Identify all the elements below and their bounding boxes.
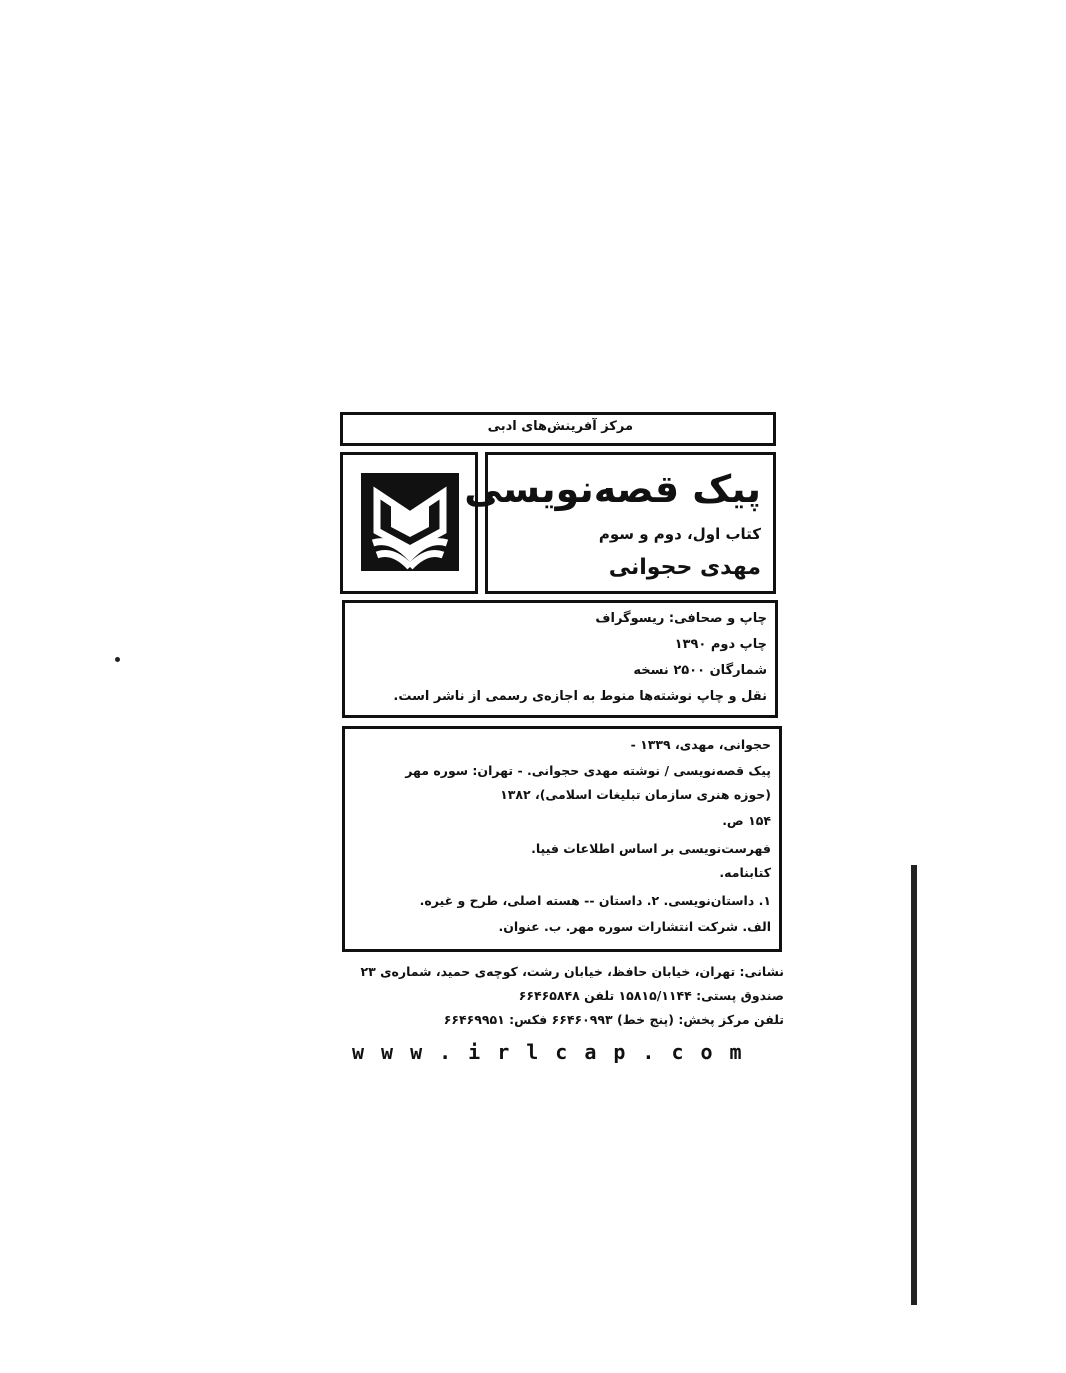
publisher-center-label: مرکز آفرینش‌های ادبی <box>487 419 633 434</box>
rights-line: نقل و چاپ نوشته‌ها منوط به اجازه‌ی رسمی از ناشر است. <box>393 689 767 704</box>
website-url: www.irlcap.com <box>352 1040 759 1064</box>
book-author: مهدی حجوانی <box>608 555 761 580</box>
publisher-emblem-icon <box>361 473 459 571</box>
copies-line: شمارگان ۲۵۰۰ نسخه <box>633 663 767 678</box>
scan-edge-mark <box>911 865 917 1305</box>
catalog-publisher: (حوزه هنری سازمان تبلیغات اسلامی)، ۱۳۸۲ <box>500 787 771 802</box>
book-subtitle: کتاب اول، دوم و سوم <box>598 525 761 543</box>
address-postal: صندوق پستی: ۱۵۸۱۵/۱۱۴۴ تلفن ۶۶۴۶۵۸۴۸ <box>518 988 784 1003</box>
catalog-added-entries: الف. شرکت انتشارات سوره مهر. ب. عنوان. <box>498 919 771 934</box>
edition-line: چاپ دوم ۱۳۹۰ <box>674 637 767 652</box>
address-location: نشانی: تهران، خیابان حافظ، خیابان رشت، کوچه‌ی حمید، شماره‌ی ۲۳ <box>360 964 784 979</box>
catalog-pages: ۱۵۴ ص. <box>722 813 771 828</box>
catalog-author: حجوانی، مهدی، ۱۳۳۹ - <box>630 737 771 752</box>
publication-info-box <box>342 600 778 718</box>
publisher-header-box <box>340 412 776 446</box>
title-box <box>464 452 776 594</box>
catalog-title: پیک قصه‌نویسی / نوشته مهدی حجوانی. - تهران: سوره مهر <box>405 763 771 778</box>
book-title: پیک قصه‌نویسی <box>464 467 761 511</box>
scan-dot-mark <box>115 657 120 662</box>
logo-box <box>340 452 478 594</box>
address-distribution: تلفن مرکز پخش: (پنج خط) ۶۶۴۶۰۹۹۳ فکس: ۶۶۴۶۹۹۵۱ <box>443 1012 784 1027</box>
catalog-bibliography: کتابنامه. <box>719 865 771 880</box>
catalog-box <box>342 726 782 952</box>
catalog-subjects: ۱. داستان‌نویسی. ۲. داستان -- هسته اصلی، طرح و غیره. <box>419 893 771 908</box>
catalog-fipa: فهرست‌نویسی بر اساس اطلاعات فیپا. <box>531 841 771 856</box>
printing-line: چاپ و صحافی: ریسوگراف <box>595 611 767 626</box>
